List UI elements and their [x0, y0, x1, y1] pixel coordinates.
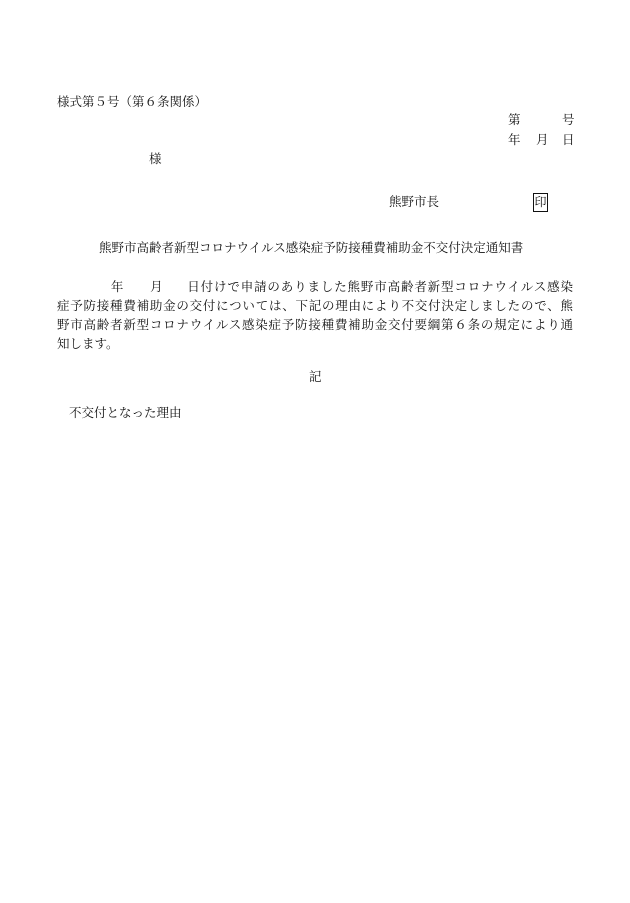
body-line-4: 知します。 — [57, 336, 119, 351]
seal-stamp: 印 — [533, 193, 548, 212]
body-line-3: 野市高齢者新型コロナウイルス感染症予防接種費補助金交付要綱第６条の規定により通 — [57, 317, 573, 332]
body-date-month: 月 — [149, 279, 164, 294]
reason-label: 不交付となった理由 — [69, 405, 182, 420]
note-heading: 記 — [309, 369, 322, 384]
body-line-2: 症予防接種費補助金の交付については、下記の理由により不交付決定しましたので、熊 — [57, 298, 573, 313]
date-month-label: 月 — [536, 132, 549, 147]
date-year-label: 年 — [508, 132, 521, 147]
document-number-prefix: 第 — [508, 112, 521, 127]
body-line-1 — [57, 277, 573, 296]
body-line-1-text: 日付けで申請のありました熊野市高齢者新型コロナウイルス感染 — [186, 279, 573, 294]
document-title: 熊野市高齢者新型コロナウイルス感染症予防接種費補助金不交付決定通知書 — [99, 240, 524, 255]
body-date-year: 年 — [110, 279, 125, 294]
body-paragraph — [57, 277, 573, 353]
document-number-suffix: 号 — [562, 112, 575, 127]
form-label: 様式第５号（第６条関係） — [57, 94, 208, 109]
date-day-label: 日 — [562, 132, 575, 147]
issuer-mayor: 熊野市長 — [389, 194, 440, 209]
addressee-honorific: 様 — [149, 151, 162, 166]
